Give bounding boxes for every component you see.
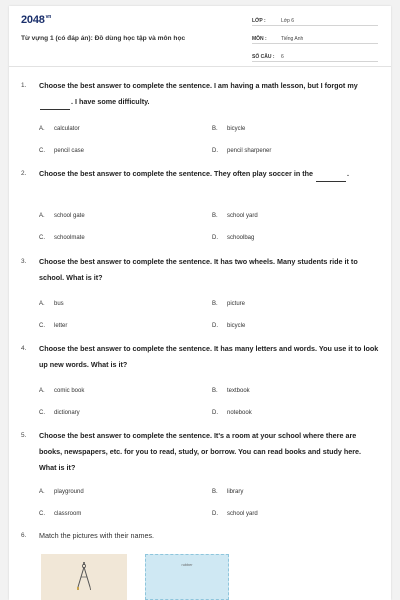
option-text: schoolmate: [54, 235, 85, 241]
option-letter: A.: [39, 301, 45, 307]
option-text: school yard: [227, 213, 258, 219]
option-d[interactable]: [212, 323, 245, 329]
option-c[interactable]: [39, 410, 80, 416]
option-a[interactable]: [39, 489, 84, 495]
option-text: calculator: [54, 126, 80, 132]
option-letter: C.: [39, 410, 45, 416]
answer-blank: [40, 101, 70, 110]
option-c[interactable]: [39, 511, 81, 517]
option-c[interactable]: [39, 323, 67, 329]
option-c[interactable]: [39, 148, 84, 154]
option-d[interactable]: [212, 235, 254, 241]
option-a[interactable]: [39, 213, 85, 219]
meta-row-class: [252, 14, 378, 26]
question-number: 3.: [21, 258, 27, 265]
question-number: 1.: [21, 82, 27, 89]
answer-blank: [316, 173, 346, 182]
option-d[interactable]: [212, 410, 252, 416]
meta-value: 6: [281, 54, 284, 60]
compass-icon: [41, 554, 127, 600]
worksheet: [9, 6, 391, 600]
worksheet-meta: [252, 14, 378, 68]
option-b[interactable]: [212, 301, 245, 307]
meta-label: LỚP :: [252, 18, 266, 24]
question-number: 2.: [21, 170, 27, 177]
option-letter: C.: [39, 323, 45, 329]
option-text: schoolbag: [227, 235, 255, 241]
page-title: Từ vựng 1 (có đáp án): Đồ dùng học tập và môn học: [21, 35, 186, 42]
brand-suffix: vn: [45, 14, 52, 20]
question-text-before: Choose the best answer to complete the sentence. They often play soccer in the: [39, 169, 313, 178]
meta-label: MÔN :: [252, 36, 267, 42]
option-letter: C.: [39, 235, 45, 241]
option-letter: D.: [212, 148, 218, 154]
brand-name: 2048: [21, 14, 45, 26]
option-text: picture: [227, 301, 246, 307]
option-c[interactable]: [39, 235, 85, 241]
option-letter: C.: [39, 148, 45, 154]
option-letter: A.: [39, 489, 45, 495]
option-letter: D.: [212, 410, 218, 416]
option-text: bicycle: [227, 323, 246, 329]
option-letter: B.: [212, 388, 218, 394]
meta-row-subject: [252, 32, 378, 44]
option-text: comic book: [54, 388, 85, 394]
brand-logo[interactable]: [21, 14, 51, 26]
option-letter: B.: [212, 489, 218, 495]
option-letter: B.: [212, 213, 218, 219]
option-letter: B.: [212, 301, 218, 307]
option-text: textbook: [227, 388, 250, 394]
option-a[interactable]: [39, 126, 80, 132]
question-number: 5.: [21, 432, 27, 439]
option-b[interactable]: [212, 213, 258, 219]
question-number: 4.: [21, 345, 27, 352]
option-text: school yard: [227, 511, 258, 517]
option-letter: B.: [212, 126, 218, 132]
meta-row-count: [252, 50, 378, 62]
question-text: Choose the best answer to complete the sentence. It has two wheels. Many students ride it to school. What is it?: [39, 257, 358, 282]
question-text: [39, 78, 379, 110]
option-letter: D.: [212, 511, 218, 517]
meta-value: Lớp 6: [281, 18, 295, 24]
compass-picture[interactable]: [41, 554, 127, 600]
option-b[interactable]: [212, 489, 243, 495]
option-text: dictionary: [54, 410, 80, 416]
option-a[interactable]: [39, 301, 64, 307]
option-b[interactable]: [212, 126, 245, 132]
option-text: bus: [54, 301, 64, 307]
option-text: classroom: [54, 511, 82, 517]
question-text-before: Choose the best answer to complete the sentence. I am having a math lesson, but I forgot my: [39, 81, 358, 90]
question-text: Choose the best answer to complete the sentence. It's a room at your school where there are books, newspapers, etc. for you to read, study, or borrow. You can read books and study here. What is it?: [39, 431, 362, 472]
option-letter: A.: [39, 126, 45, 132]
option-d[interactable]: [212, 148, 271, 154]
question-text: Choose the best answer to complete the sentence. It has many letters and words. You use it to look up new words. What is it?: [39, 344, 379, 369]
option-b[interactable]: [212, 388, 250, 394]
header-divider: [9, 66, 391, 67]
ruler-icon: [146, 555, 228, 599]
option-text: notebook: [227, 410, 252, 416]
option-d[interactable]: [212, 511, 258, 517]
meta-label: SỐ CÂU :: [252, 54, 275, 60]
option-letter: D.: [212, 323, 218, 329]
option-text: letter: [54, 323, 68, 329]
option-text: library: [227, 489, 244, 495]
option-text: school gate: [54, 213, 85, 219]
option-letter: C.: [39, 511, 45, 517]
picture-label: rubber: [181, 563, 193, 567]
question-text: [39, 166, 379, 182]
question-text: Match the pictures with their names.: [39, 531, 155, 540]
option-a[interactable]: [39, 388, 84, 394]
option-letter: A.: [39, 388, 45, 394]
meta-value: Tiếng Anh: [281, 36, 304, 42]
option-text: pencil case: [54, 148, 85, 154]
ruler-picture[interactable]: [145, 554, 229, 600]
option-text: playground: [54, 489, 84, 495]
option-letter: A.: [39, 213, 45, 219]
option-text: pencil sharpener: [227, 148, 272, 154]
question-text-after: .: [347, 169, 349, 178]
question-number: 6.: [21, 532, 27, 539]
question-text-after: . I have some difficulty.: [71, 97, 150, 106]
option-text: bicycle: [227, 126, 246, 132]
option-letter: D.: [212, 235, 218, 241]
